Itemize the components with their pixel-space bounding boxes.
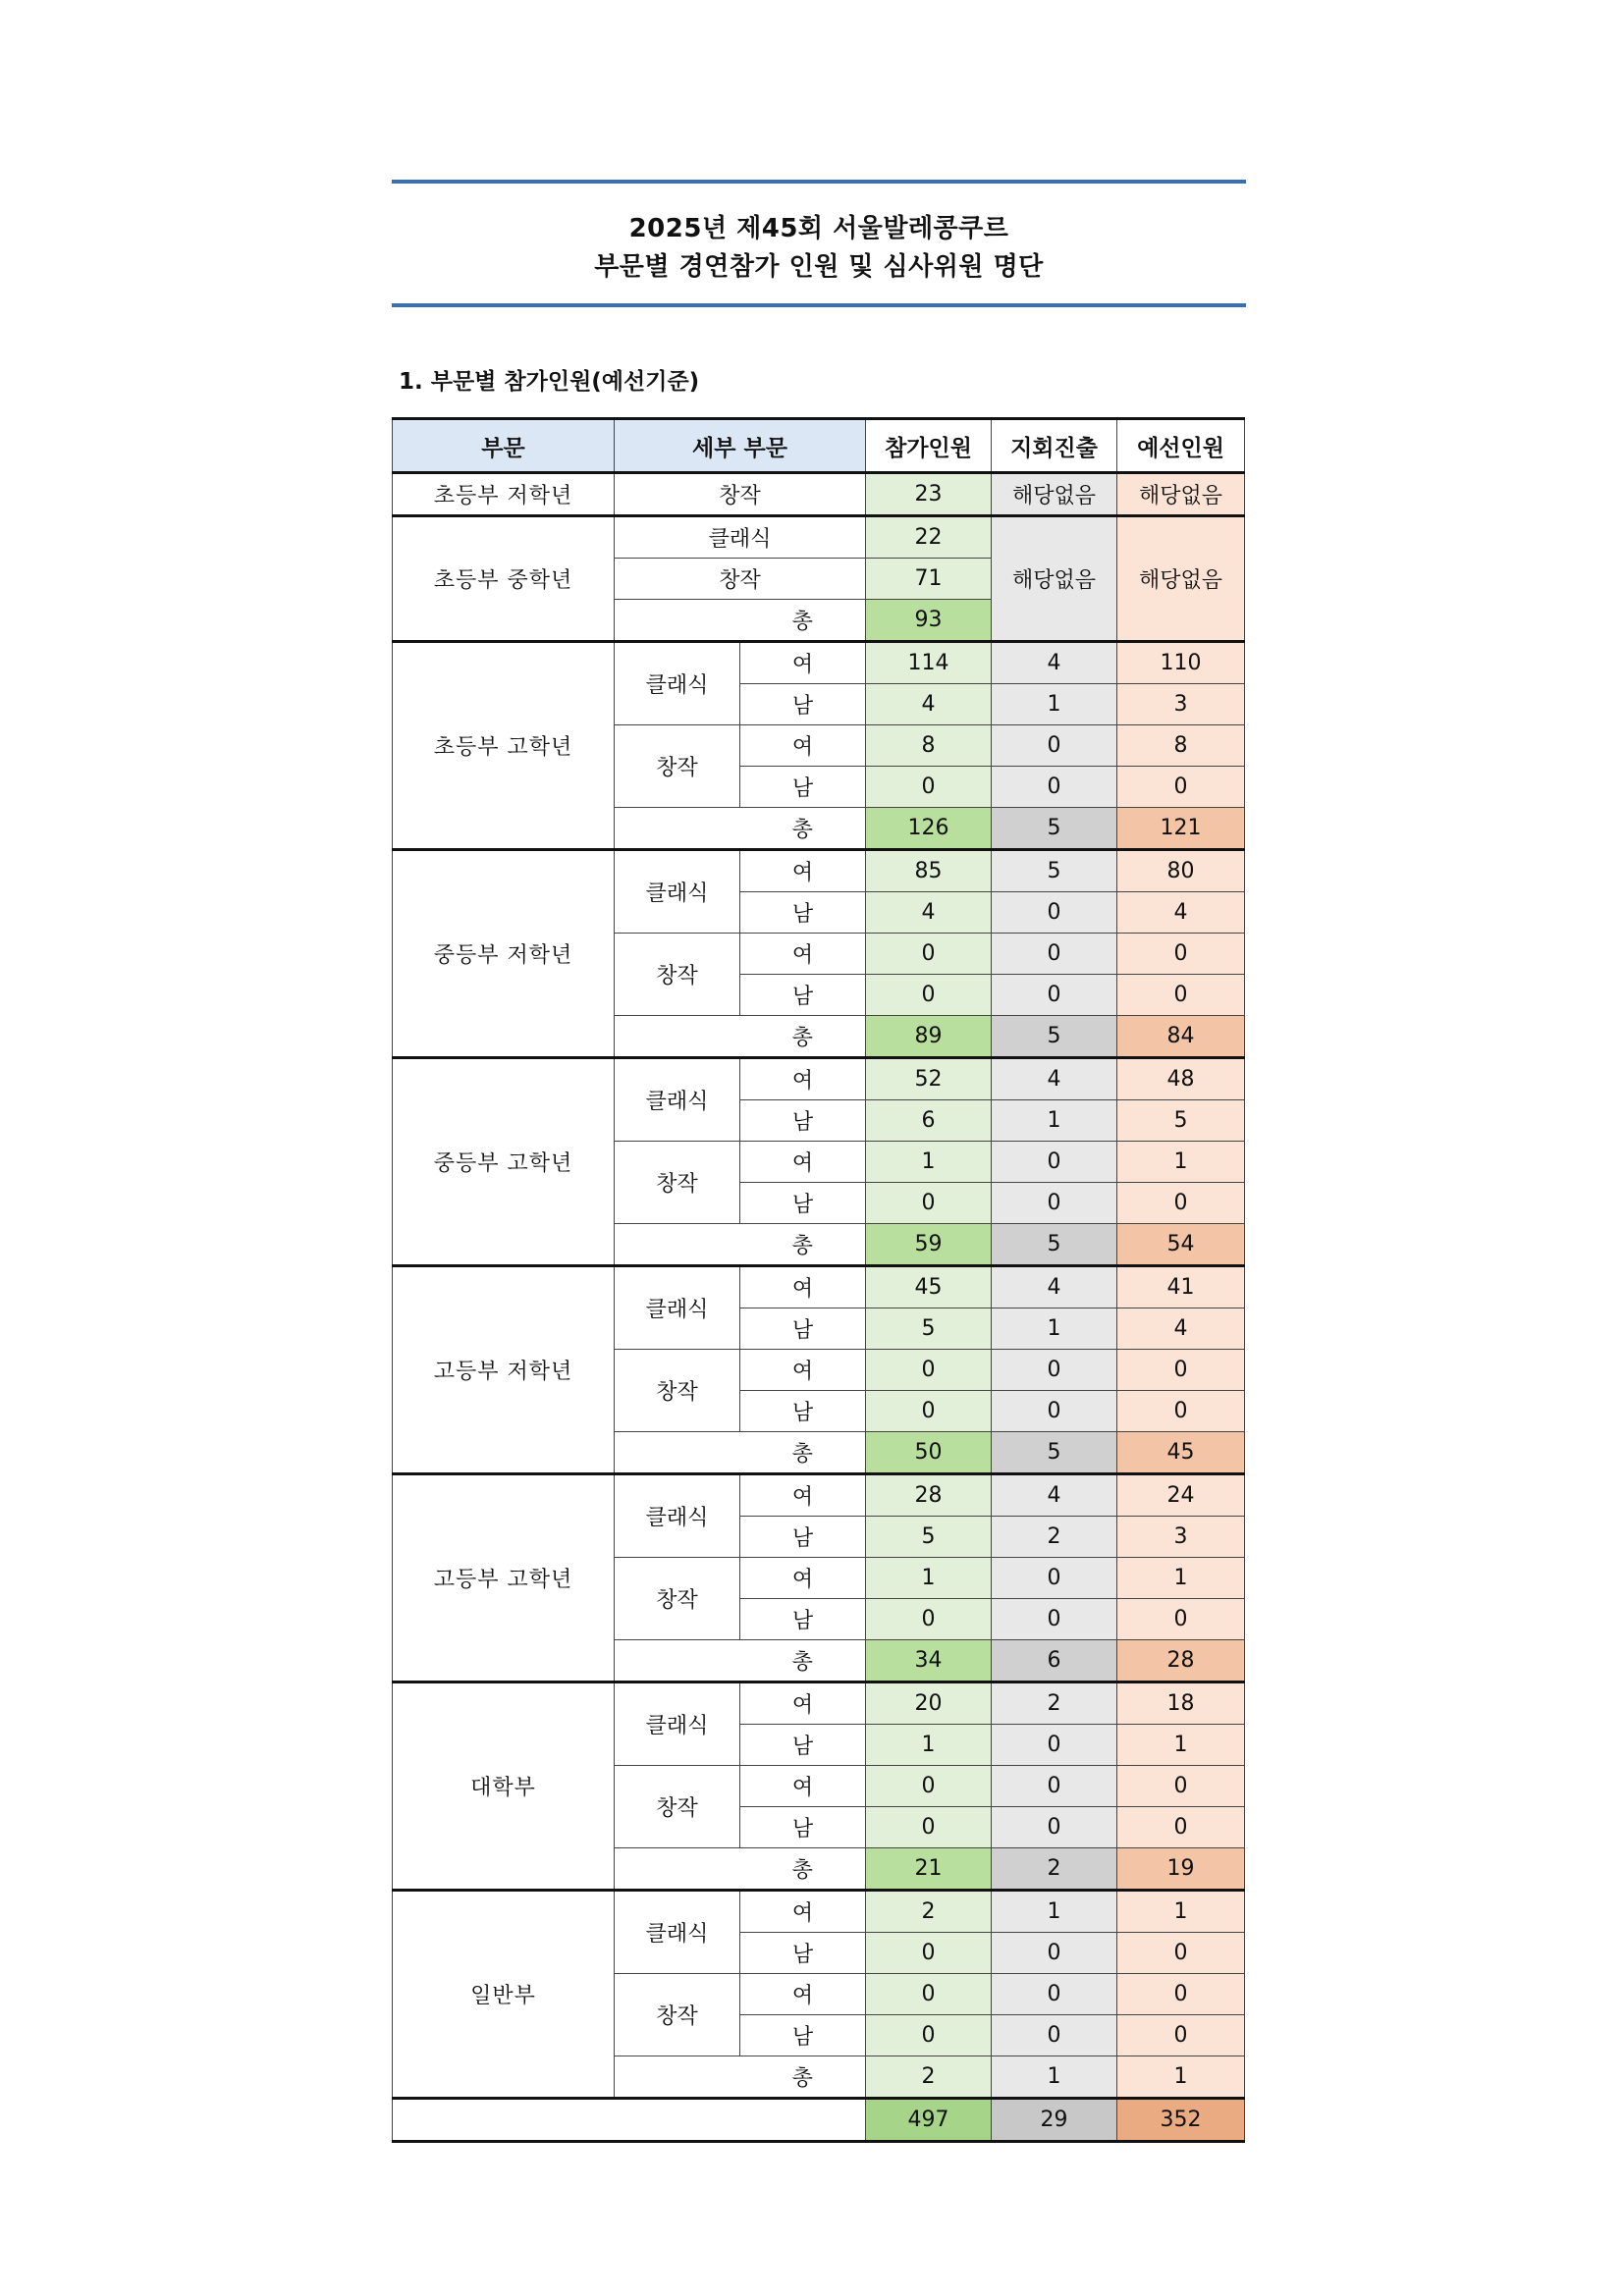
- branch-cell: 0: [992, 1725, 1117, 1766]
- branch-cell: 0: [992, 975, 1117, 1016]
- table-row: [393, 850, 1245, 892]
- branch-cell: 4: [992, 1058, 1117, 1100]
- grand-total-branch: 29: [992, 2099, 1117, 2142]
- gender-cell: 여: [740, 934, 866, 975]
- gender-cell: 남: [740, 1100, 866, 1142]
- total-label: 총: [740, 808, 866, 850]
- grand-total-participants: 497: [866, 2099, 992, 2142]
- table-row: [393, 1266, 1245, 1308]
- gender-cell: 여: [740, 1682, 866, 1725]
- prelim-cell: 110: [1117, 642, 1245, 684]
- header-prelim: 예선인원: [1117, 419, 1245, 473]
- branch-cell: 0: [992, 1183, 1117, 1224]
- table-header-row: [393, 419, 1245, 473]
- category-cell: 창작: [615, 725, 740, 808]
- top-rule: [392, 180, 1246, 184]
- grand-total-label: [393, 2099, 615, 2142]
- participants-cell: 85: [866, 850, 992, 892]
- category-cell: 창작: [615, 934, 740, 1016]
- participants-cell: 0: [866, 1974, 992, 2015]
- participants-cell: 0: [866, 2015, 992, 2056]
- category-cell: 클래식: [615, 642, 740, 725]
- table-row: [393, 1682, 1245, 1725]
- branch-cell: 1: [992, 1100, 1117, 1142]
- prelim-cell: 3: [1117, 684, 1245, 725]
- category-cell: 창작: [615, 1350, 740, 1432]
- prelim-cell: 80: [1117, 850, 1245, 892]
- branch-cell: 0: [992, 1807, 1117, 1848]
- empty-cell: [615, 1224, 740, 1266]
- prelim-total: 121: [1117, 808, 1245, 850]
- prelim-cell: 18: [1117, 1682, 1245, 1725]
- branch-cell: 해당없음: [992, 473, 1117, 516]
- gender-cell: 여: [740, 642, 866, 684]
- total-label: 총: [740, 1224, 866, 1266]
- division-cell: 중등부 고학년: [393, 1058, 615, 1266]
- gender-cell: 남: [740, 1807, 866, 1848]
- division-cell: 초등부 중학년: [393, 516, 615, 642]
- category-cell: 클래식: [615, 850, 740, 934]
- branch-cell: 0: [992, 1391, 1117, 1432]
- branch-cell: 0: [992, 1599, 1117, 1640]
- participants-cell: 5: [866, 1517, 992, 1558]
- empty-cell: [615, 1016, 740, 1058]
- participants-total: 2: [866, 2056, 992, 2099]
- participants-cell: 0: [866, 1599, 992, 1640]
- prelim-total: 19: [1117, 1848, 1245, 1891]
- grand-total-row: [393, 2099, 1245, 2142]
- participants-cell: 71: [866, 559, 992, 600]
- category-cell: 클래식: [615, 1891, 740, 1974]
- participants-cell: 28: [866, 1474, 992, 1517]
- bottom-rule: [392, 303, 1246, 307]
- category-cell: 클래식: [615, 1058, 740, 1142]
- branch-cell: 2: [992, 1517, 1117, 1558]
- division-cell: 대학부: [393, 1682, 615, 1891]
- branch-total: 6: [992, 1640, 1117, 1682]
- branch-total: 2: [992, 1848, 1117, 1891]
- prelim-cell: 0: [1117, 1807, 1245, 1848]
- gender-cell: 남: [740, 1308, 866, 1350]
- prelim-cell: 1: [1117, 1142, 1245, 1183]
- branch-cell: 4: [992, 1266, 1117, 1308]
- prelim-cell: 8: [1117, 725, 1245, 767]
- gender-cell: 여: [740, 1891, 866, 1933]
- gender-cell: 남: [740, 2015, 866, 2056]
- gender-cell: 여: [740, 850, 866, 892]
- participants-cell: 0: [866, 767, 992, 808]
- prelim-cell: 4: [1117, 892, 1245, 934]
- prelim-cell: 0: [1117, 1391, 1245, 1432]
- grand-total-prelim: 352: [1117, 2099, 1245, 2142]
- prelim-cell: 0: [1117, 1183, 1245, 1224]
- participants-cell: 0: [866, 1391, 992, 1432]
- participants-total: 21: [866, 1848, 992, 1891]
- branch-cell: 해당없음: [992, 516, 1117, 642]
- prelim-total: 1: [1117, 2056, 1245, 2099]
- table-row: [393, 516, 1245, 559]
- prelim-cell: 해당없음: [1117, 516, 1245, 642]
- participants-total: 59: [866, 1224, 992, 1266]
- gender-cell: 여: [740, 1058, 866, 1100]
- participants-cell: 1: [866, 1142, 992, 1183]
- prelim-cell: 0: [1117, 975, 1245, 1016]
- branch-cell: 0: [992, 1766, 1117, 1807]
- prelim-cell: 0: [1117, 1974, 1245, 2015]
- branch-total: 1: [992, 2056, 1117, 2099]
- category-cell: 창작: [615, 1766, 740, 1848]
- title-line-1: 2025년 제45회 서울발레콩쿠르: [628, 214, 1009, 243]
- prelim-cell: 0: [1117, 1350, 1245, 1391]
- total-label: 총: [740, 1016, 866, 1058]
- table-row: [393, 1891, 1245, 1933]
- prelim-cell: 0: [1117, 1599, 1245, 1640]
- gender-cell: 남: [740, 975, 866, 1016]
- participants-table: [392, 417, 1245, 2143]
- total-label: 총: [740, 1432, 866, 1474]
- branch-cell: 0: [992, 934, 1117, 975]
- empty-cell: [615, 600, 740, 642]
- gender-cell: 남: [740, 1183, 866, 1224]
- branch-cell: 0: [992, 1933, 1117, 1974]
- participants-total: 93: [866, 600, 992, 642]
- prelim-total: 28: [1117, 1640, 1245, 1682]
- division-cell: 초등부 고학년: [393, 642, 615, 850]
- prelim-total: 84: [1117, 1016, 1245, 1058]
- branch-cell: 0: [992, 1350, 1117, 1391]
- gender-cell: 남: [740, 684, 866, 725]
- table-row: [393, 642, 1245, 684]
- prelim-cell: 0: [1117, 1933, 1245, 1974]
- gender-cell: 여: [740, 1766, 866, 1807]
- participants-cell: 45: [866, 1266, 992, 1308]
- prelim-cell: 4: [1117, 1308, 1245, 1350]
- gender-cell: 남: [740, 892, 866, 934]
- branch-cell: 0: [992, 767, 1117, 808]
- subdivision-cell: 창작: [615, 559, 866, 600]
- participants-cell: 52: [866, 1058, 992, 1100]
- branch-total: 5: [992, 808, 1117, 850]
- gender-cell: 여: [740, 1474, 866, 1517]
- division-cell: 일반부: [393, 1891, 615, 2099]
- participants-cell: 4: [866, 892, 992, 934]
- division-cell: 고등부 고학년: [393, 1474, 615, 1682]
- prelim-cell: 1: [1117, 1891, 1245, 1933]
- participants-cell: 1: [866, 1725, 992, 1766]
- branch-cell: 0: [992, 1142, 1117, 1183]
- branch-cell: 4: [992, 642, 1117, 684]
- participants-total: 34: [866, 1640, 992, 1682]
- branch-cell: 4: [992, 1474, 1117, 1517]
- gender-cell: 여: [740, 1558, 866, 1599]
- gender-cell: 여: [740, 1350, 866, 1391]
- branch-cell: 0: [992, 725, 1117, 767]
- gender-cell: 남: [740, 1725, 866, 1766]
- prelim-cell: 0: [1117, 2015, 1245, 2056]
- prelim-cell: 0: [1117, 1766, 1245, 1807]
- empty-cell: [615, 1432, 740, 1474]
- participants-total: 50: [866, 1432, 992, 1474]
- category-cell: 클래식: [615, 1682, 740, 1766]
- total-label: 총: [740, 1848, 866, 1891]
- empty-cell: [615, 2056, 740, 2099]
- participants-cell: 114: [866, 642, 992, 684]
- participants-cell: 4: [866, 684, 992, 725]
- category-cell: 창작: [615, 1142, 740, 1224]
- prelim-cell: 3: [1117, 1517, 1245, 1558]
- category-cell: 클래식: [615, 1474, 740, 1558]
- grand-total-spacer: [740, 2099, 866, 2142]
- branch-cell: 5: [992, 850, 1117, 892]
- branch-cell: 1: [992, 1308, 1117, 1350]
- branch-cell: 2: [992, 1682, 1117, 1725]
- prelim-total: 45: [1117, 1432, 1245, 1474]
- division-cell: 초등부 저학년: [393, 473, 615, 516]
- header-division: 부문: [393, 419, 615, 473]
- total-label: 총: [740, 600, 866, 642]
- gender-cell: 남: [740, 1599, 866, 1640]
- gender-cell: 남: [740, 1933, 866, 1974]
- participants-cell: 2: [866, 1891, 992, 1933]
- table-row: [393, 1474, 1245, 1517]
- prelim-cell: 5: [1117, 1100, 1245, 1142]
- prelim-cell: 1: [1117, 1558, 1245, 1599]
- participants-total: 89: [866, 1016, 992, 1058]
- gender-cell: 여: [740, 1142, 866, 1183]
- empty-cell: [615, 1640, 740, 1682]
- subdivision-cell: 클래식: [615, 516, 866, 559]
- prelim-cell: 0: [1117, 934, 1245, 975]
- participants-cell: 0: [866, 1766, 992, 1807]
- branch-cell: 0: [992, 892, 1117, 934]
- participants-cell: 0: [866, 934, 992, 975]
- total-label: 총: [740, 1640, 866, 1682]
- branch-cell: 1: [992, 1891, 1117, 1933]
- prelim-total: 54: [1117, 1224, 1245, 1266]
- gender-cell: 여: [740, 725, 866, 767]
- division-cell: 중등부 저학년: [393, 850, 615, 1058]
- branch-cell: 0: [992, 1558, 1117, 1599]
- participants-cell: 6: [866, 1100, 992, 1142]
- participants-cell: 0: [866, 1933, 992, 1974]
- prelim-cell: 0: [1117, 767, 1245, 808]
- prelim-cell: 41: [1117, 1266, 1245, 1308]
- branch-total: 5: [992, 1432, 1117, 1474]
- participants-cell: 0: [866, 1807, 992, 1848]
- category-cell: 창작: [615, 1558, 740, 1640]
- empty-cell: [615, 1848, 740, 1891]
- participants-cell: 23: [866, 473, 992, 516]
- participants-cell: 8: [866, 725, 992, 767]
- participants-cell: 5: [866, 1308, 992, 1350]
- section-heading: 1. 부문별 참가인원(예선기준): [399, 369, 700, 395]
- participants-cell: 1: [866, 1558, 992, 1599]
- participants-cell: 22: [866, 516, 992, 559]
- grand-total-spacer: [615, 2099, 740, 2142]
- branch-cell: 0: [992, 2015, 1117, 2056]
- gender-cell: 여: [740, 1974, 866, 2015]
- header-participants: 참가인원: [866, 419, 992, 473]
- category-cell: 창작: [615, 1974, 740, 2056]
- subdivision-cell: 창작: [615, 473, 866, 516]
- prelim-cell: 24: [1117, 1474, 1245, 1517]
- header-branch: 지회진출: [992, 419, 1117, 473]
- table-row: [393, 473, 1245, 516]
- branch-cell: 1: [992, 684, 1117, 725]
- empty-cell: [615, 808, 740, 850]
- header-subdivision: 세부 부문: [615, 419, 866, 473]
- gender-cell: 남: [740, 1517, 866, 1558]
- participants-cell: 20: [866, 1682, 992, 1725]
- branch-cell: 0: [992, 1974, 1117, 2015]
- participants-cell: 0: [866, 975, 992, 1016]
- gender-cell: 남: [740, 1391, 866, 1432]
- prelim-cell: 48: [1117, 1058, 1245, 1100]
- title-line-2: 부문별 경연참가 인원 및 심사위원 명단: [594, 252, 1044, 282]
- participants-cell: 0: [866, 1183, 992, 1224]
- gender-cell: 여: [740, 1266, 866, 1308]
- total-label: 총: [740, 2056, 866, 2099]
- branch-total: 5: [992, 1016, 1117, 1058]
- prelim-cell: 해당없음: [1117, 473, 1245, 516]
- category-cell: 클래식: [615, 1266, 740, 1350]
- gender-cell: 남: [740, 767, 866, 808]
- participants-cell: 0: [866, 1350, 992, 1391]
- branch-total: 5: [992, 1224, 1117, 1266]
- prelim-cell: 1: [1117, 1725, 1245, 1766]
- table-row: [393, 1058, 1245, 1100]
- participants-total: 126: [866, 808, 992, 850]
- division-cell: 고등부 저학년: [393, 1266, 615, 1474]
